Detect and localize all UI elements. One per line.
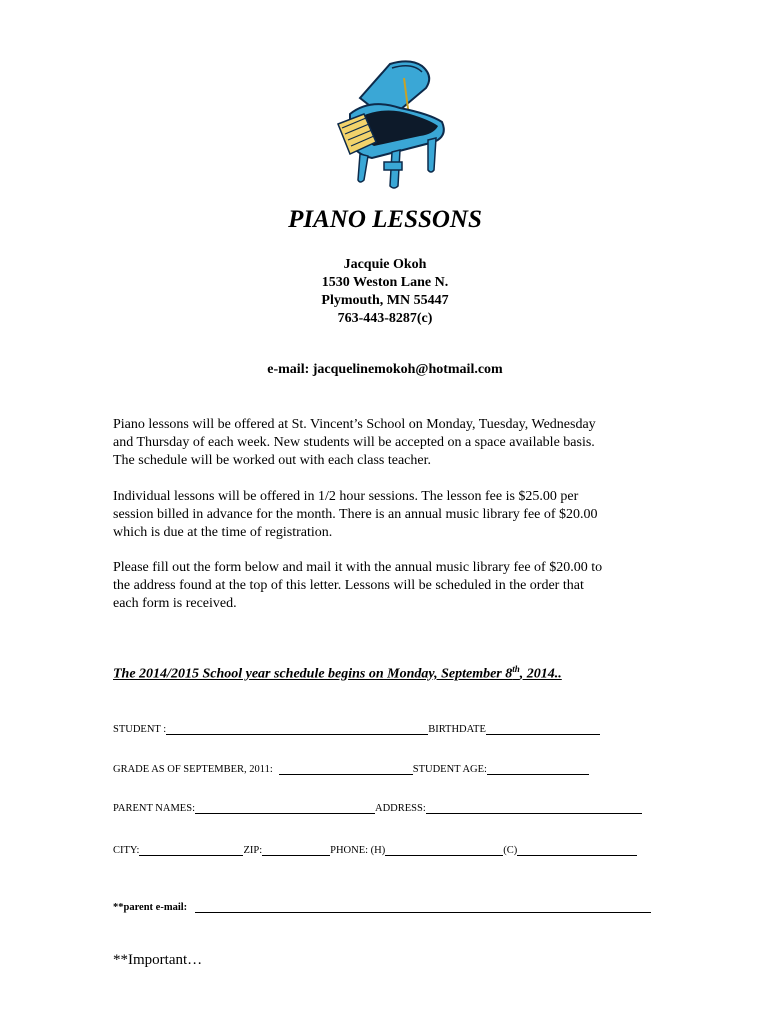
city-label: CITY: <box>113 845 140 856</box>
parent-names-field[interactable] <box>195 803 375 814</box>
form-row-city <box>113 845 637 856</box>
piano-logo-icon <box>330 58 450 192</box>
address-label: ADDRESS: <box>374 803 426 814</box>
student-age-label: STUDENT AGE: <box>412 764 487 775</box>
page-title: PIANO LESSONS <box>288 206 482 233</box>
parent-email-field[interactable] <box>195 902 651 913</box>
form-row-parent-email <box>113 902 651 913</box>
paragraph-fees <box>113 488 673 542</box>
student-label: STUDENT : <box>113 724 167 735</box>
contact-email: e-mail: jacquelinemokoh@hotmail.com <box>267 362 503 377</box>
paragraph-instructions <box>113 559 673 613</box>
contact-phone: 763-443-8287(c) <box>337 311 433 326</box>
birthdate-label: BIRTHDATE <box>428 724 486 735</box>
grade-field[interactable] <box>279 764 413 775</box>
birthdate-field[interactable] <box>486 724 600 735</box>
parent-names-label: PARENT NAMES: <box>113 803 195 814</box>
phone-home-field[interactable] <box>385 845 503 856</box>
paragraph-line: and Thursday of each week. New students will be accepted on a space available basis. <box>113 435 595 450</box>
paragraph-line: session billed in advance for the month. There is an annual music library fee of $20.00 <box>113 507 598 522</box>
schedule-notice <box>113 664 562 683</box>
student-name-field[interactable] <box>166 724 428 735</box>
address-field[interactable] <box>426 803 642 814</box>
schedule-text: The 2014/2015 School year schedule begins on Monday, September 8 <box>113 666 513 682</box>
schedule-ordinal: th <box>512 664 520 674</box>
form-row-student <box>113 724 600 735</box>
important-note: **Important… <box>113 952 203 968</box>
paragraph-line: Individual lessons will be offered in 1/2 hour sessions. The lesson fee is $25.00 per <box>113 489 579 504</box>
contact-name: Jacquie Okoh <box>343 257 427 272</box>
paragraph-line: Please fill out the form below and mail it with the annual music library fee of $20.00 to <box>113 560 603 575</box>
zip-label: ZIP: <box>243 845 263 856</box>
form-row-parent <box>113 803 642 814</box>
paragraph-schedule-info <box>113 416 673 470</box>
phone-home-label: PHONE: (H) <box>330 845 386 856</box>
phone-cell-field[interactable] <box>517 845 637 856</box>
contact-street: 1530 Weston Lane N. <box>321 275 449 290</box>
paragraph-line: each form is received. <box>113 596 237 611</box>
paragraph-line: the address found at the top of this letter. Lessons will be scheduled in the order that <box>113 578 584 593</box>
student-age-field[interactable] <box>487 764 589 775</box>
contact-city-line: Plymouth, MN 55447 <box>321 293 449 308</box>
paragraph-line: which is due at the time of registration. <box>113 525 333 540</box>
phone-cell-label: (C) <box>503 845 518 856</box>
form-row-grade <box>113 764 589 775</box>
city-field[interactable] <box>139 845 243 856</box>
paragraph-line: The schedule will be worked out with each class teacher. <box>113 453 431 468</box>
schedule-year: , 2014.. <box>519 666 562 682</box>
zip-field[interactable] <box>262 845 330 856</box>
grade-label: GRADE AS OF SEPTEMBER, 2011: <box>113 764 273 775</box>
parent-email-label: **parent e-mail: <box>113 902 188 913</box>
paragraph-line: Piano lessons will be offered at St. Vincent’s School on Monday, Tuesday, Wednesday <box>113 417 596 432</box>
